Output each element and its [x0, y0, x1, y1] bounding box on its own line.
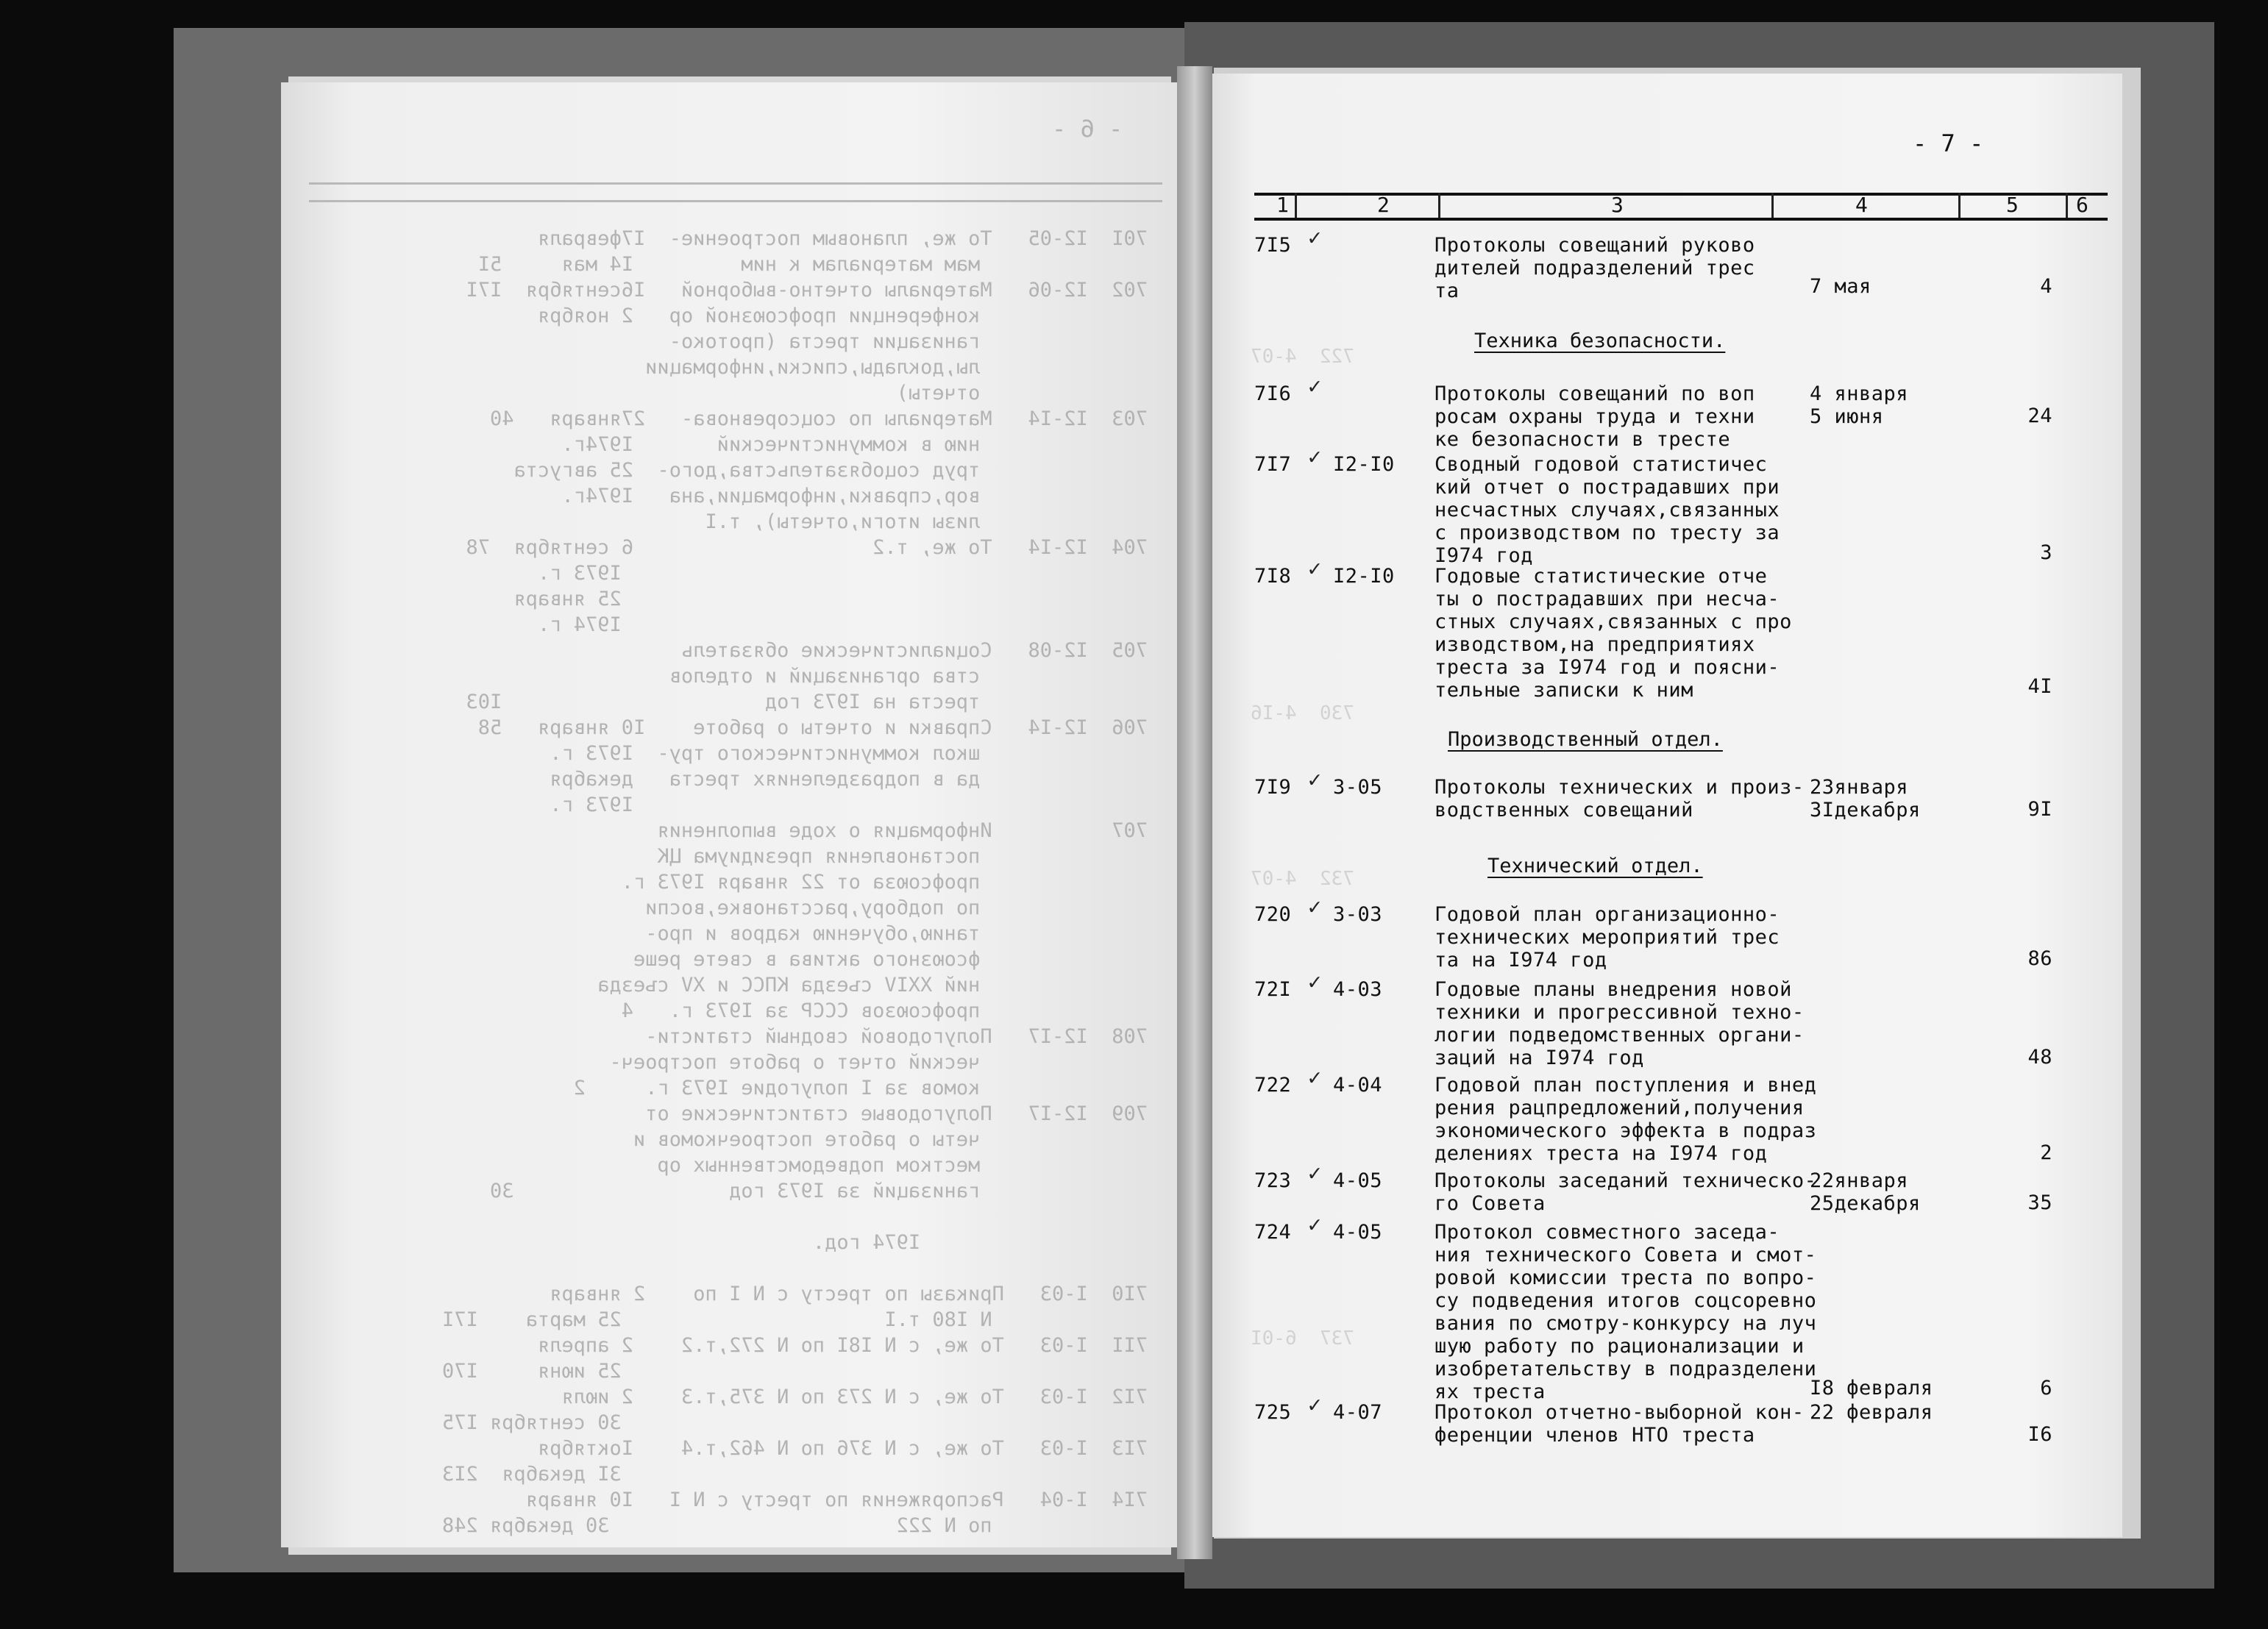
entry-number: 7I7: [1254, 453, 1292, 476]
entry-index-code: 4-05: [1333, 1221, 1383, 1244]
entry-title: Протокол отчетно-выборной кон- ференции членов НТО треста: [1435, 1401, 1805, 1447]
entry-title: Протокол совместного заседа- ния технического Совета и смот- ровой комиссии треста по вопро- су подведения итогов соцсоревно вания по смотру-конкурсу на луч шую работу по рационализации и изобретательству в подразделени ях треста: [1435, 1221, 1817, 1403]
entry-index-code: I2-I0: [1333, 453, 1395, 476]
entry-date: 23января 3Iдекабря: [1810, 776, 1921, 821]
ghost-line: лизы итоги,отчеты), т.I: [705, 510, 1148, 533]
entry-number: 72I: [1254, 978, 1292, 1001]
ghost-line: I974 г.: [537, 613, 1148, 636]
entry-checkmark: ✓: [1308, 894, 1322, 920]
ghost-line: 706 I2-I4 Справки и отчеты о работе I0 января 58: [477, 716, 1148, 739]
entry-index-code: I2-I0: [1333, 565, 1395, 588]
ghost-line: профсоюза от 22 января I973 г.: [621, 871, 1148, 894]
entry-sheet-count: 3: [2040, 541, 2052, 564]
ghost-line: вор,справки,информации,ана I974г.: [561, 485, 1148, 507]
ghost-line: ческий отчет о работе построеч-: [609, 1051, 1148, 1074]
ghost-line: 708 I2-I7 Полугодовой сводный статисти-: [645, 1025, 1148, 1048]
entry-number: 7I5: [1254, 234, 1292, 257]
entry-sheet-count: 24: [2027, 404, 2052, 427]
ghost-line: треста на I973 год I03: [466, 691, 1148, 713]
ghost-line: 7I4 I-04 Распоряжения по тресту с N I I0 января: [525, 1489, 1148, 1511]
ghost-line: по N 222 30 декабря 248: [441, 1514, 1148, 1537]
entry-number: 723: [1254, 1169, 1292, 1192]
entry-title: Протоколы технических и произ- водственных совещаний: [1435, 776, 1805, 821]
entry-index-code: 3-05: [1333, 776, 1383, 799]
entry-title: Годовые планы внедрения новой техники и прогрессивной техно- логии подведомственных органи- заций на I974 год: [1435, 978, 1805, 1069]
entry-sheet-count: 6: [2040, 1377, 2052, 1400]
ghost-line: школ коммунистического тру- I973 г.: [550, 742, 1148, 765]
entry-date: 4 января 5 июня: [1810, 382, 1909, 428]
ghost-line: нию в коммунистический I974г.: [561, 433, 1148, 456]
ghost-line: N I80 т.I 25 марта I7I: [441, 1308, 1148, 1331]
ghost-line: ний XXIV съезда КПСС и XV съезда: [597, 974, 1148, 997]
entry-checkmark: ✓: [1308, 556, 1322, 582]
entry-index-code: 4-07: [1333, 1401, 1383, 1424]
ghost-line: танию,обучению кадров и про-: [645, 922, 1148, 945]
ghost-line: 7II I-03 То же, с N I8I по N 272,т.2 2 апреля: [537, 1334, 1148, 1357]
entry-number: 7I6: [1254, 382, 1292, 405]
ghost-line: 25 июня I70: [441, 1360, 1148, 1383]
entry-sheet-count: 4I: [2027, 675, 2052, 698]
col-header-5: 5: [2006, 193, 2019, 217]
ghost-line: конференции профсоюзной ор 2 ноября: [537, 304, 1148, 327]
entry-checkmark: ✓: [1308, 1212, 1322, 1238]
ghost-line: комов за I полугодие I973 г. 2: [573, 1077, 1148, 1099]
entry-checkmark: ✓: [1308, 374, 1322, 399]
left-page-number: - 6 -: [1052, 115, 1123, 143]
ghost-line: I974 год.: [812, 1231, 1148, 1254]
entry-checkmark: ✓: [1308, 225, 1322, 251]
ghost-line: фсоюзного актива в свете реше: [633, 948, 1148, 971]
col-header-3: 3: [1611, 193, 1624, 217]
entry-number: 720: [1254, 903, 1292, 926]
entry-sheet-count: 86: [2027, 947, 2052, 970]
col-header-4: 4: [1855, 193, 1868, 217]
ghost-line: I973 г.: [537, 562, 1148, 585]
section-technical: Технический отдел.: [1487, 855, 1703, 877]
ghost-line: 7I2 I-03 То же, с N 273 по N 375,т.3 2 июля: [561, 1386, 1148, 1408]
entry-date: 22января 25декабря: [1810, 1169, 1921, 1215]
entry-checkmark: ✓: [1308, 444, 1322, 470]
ghost-line: отчеты): [896, 382, 1148, 404]
entry-sheet-count: 48: [2027, 1046, 2052, 1069]
col-header-6: 6: [2076, 193, 2089, 217]
section-safety: Техника безопасности.: [1474, 329, 1726, 352]
ghost-line: по подбору,расстановке,воспи: [645, 897, 1148, 919]
ghost-line: мам материалам к ним I4 мая 5I: [477, 253, 1148, 276]
entry-checkmark: ✓: [1308, 969, 1322, 995]
entry-number: 7I8: [1254, 565, 1292, 588]
entry-title: Годовые статистические отче ты о пострадавших при несча- стных случаях,связанных с про изводством,на предприятиях треста за I974 год и поясни- тельные записки к ним: [1435, 565, 1792, 702]
ghost-line: четы о работе построечкомов и: [633, 1128, 1148, 1151]
ghost-line: 704 I2-I4 То же, т.2 6 сентября 78: [466, 536, 1148, 559]
entry-number: 7I9: [1254, 776, 1292, 799]
entry-title: Протоколы совещаний по воп росам охраны труда и техни ке безопасности в тресте: [1435, 382, 1755, 451]
entry-index-code: 4-03: [1333, 978, 1383, 1001]
entry-checkmark: ✓: [1308, 767, 1322, 793]
entry-sheet-count: 4: [2040, 275, 2052, 298]
book-gutter: [1177, 66, 1212, 1559]
ghost-line: 703 I2-I4 Материалы по соцсоревнова- 27января 40: [489, 407, 1148, 430]
entry-checkmark: ✓: [1308, 1065, 1322, 1091]
entry-title: Протоколы заседаний техническо- го Совета: [1435, 1169, 1817, 1215]
header-bottom-rule: [1254, 218, 2108, 221]
entry-number: 724: [1254, 1221, 1292, 1244]
ghost-line: лы,доклады,списки,информации: [645, 356, 1148, 379]
ghost-line: 702 I2-06 Материалы отчетно-выборной I6сентября I7I: [466, 279, 1148, 302]
entry-checkmark: ✓: [1308, 1161, 1322, 1186]
entry-title: Годовой план поступления и внед рения рацпредложений,получения экономического эффекта в подраз делениях треста на I974 год: [1435, 1074, 1817, 1165]
ghost-line: 709 I2-I7 Полугодовые статистические от: [645, 1102, 1148, 1125]
left-page-bleedthrough: [309, 115, 1162, 1537]
ghost-line: 705 I2-08 Социалистические обязатель: [681, 639, 1148, 662]
entry-checkmark: ✓: [1308, 1392, 1322, 1418]
ghost-line: 30 сентября I75: [441, 1411, 1148, 1434]
ghost-line: 707 Информация о ходе выполнения: [657, 819, 1148, 842]
ghost-line: I973 г.: [550, 794, 1148, 816]
ghost-line: 7I3 I-03 То же, с N 376 по N 462,т.4 Iоктября: [537, 1437, 1148, 1460]
ghost-line: труд соцобязательства,дого- 25 августа: [513, 459, 1148, 482]
ghost-line: 3I декабря 2I3: [441, 1463, 1148, 1486]
entry-sheet-count: 9I: [2027, 798, 2052, 821]
ghost-line: профсоюзов СССР за I973 г. 4: [621, 999, 1148, 1022]
entry-index-code: 4-05: [1333, 1169, 1383, 1192]
ghost-line: местком подведомственных ор: [657, 1154, 1148, 1177]
ghost-line: ства организаций и отделов: [669, 665, 1148, 688]
ghost-line: 70I I2-05 То же, плановым построение- I7февраля: [537, 227, 1148, 250]
entry-title: Сводный годовой статистичес кий отчет о пострадавших при несчастных случаях,связанных с производством по тресту за I974 год: [1435, 453, 1780, 567]
ghost-line: постановления президиума ЦК: [657, 845, 1148, 868]
entry-title: Протоколы совещаний руково дителей подразделений трес та: [1435, 234, 1755, 302]
ghost-line: да в подразделениях треста декабря: [550, 768, 1148, 791]
section-production: Производственный отдел.: [1448, 728, 1723, 751]
ghost-line: ганизаций за I973 год 30: [489, 1180, 1148, 1202]
ghost-line: ганизации треста (протоко-: [669, 330, 1148, 353]
entry-index-code: 3-03: [1333, 903, 1383, 926]
right-page-number: - 7 -: [1913, 129, 1984, 157]
entry-sheet-count: 35: [2027, 1191, 2052, 1214]
entry-number: 722: [1254, 1074, 1292, 1097]
entry-sheet-count: 2: [2040, 1141, 2052, 1164]
entry-title: Годовой план организационно- технических мероприятий трес та на I974 год: [1435, 903, 1780, 972]
entry-sheet-count: I6: [2027, 1423, 2052, 1446]
ghost-line: 7I0 I-03 Приказы по тресту с N I по 2 января: [550, 1283, 1148, 1305]
ghost-line: 25 января: [513, 588, 1148, 610]
col-header-2: 2: [1377, 193, 1390, 217]
entry-index-code: 4-04: [1333, 1074, 1383, 1097]
col-header-1: 1: [1276, 193, 1289, 217]
entry-date: 7 мая: [1810, 275, 1871, 298]
entry-number: 725: [1254, 1401, 1292, 1424]
entry-date: I8 февраля: [1810, 1377, 1933, 1400]
entry-date: 22 февраля: [1810, 1401, 1933, 1424]
